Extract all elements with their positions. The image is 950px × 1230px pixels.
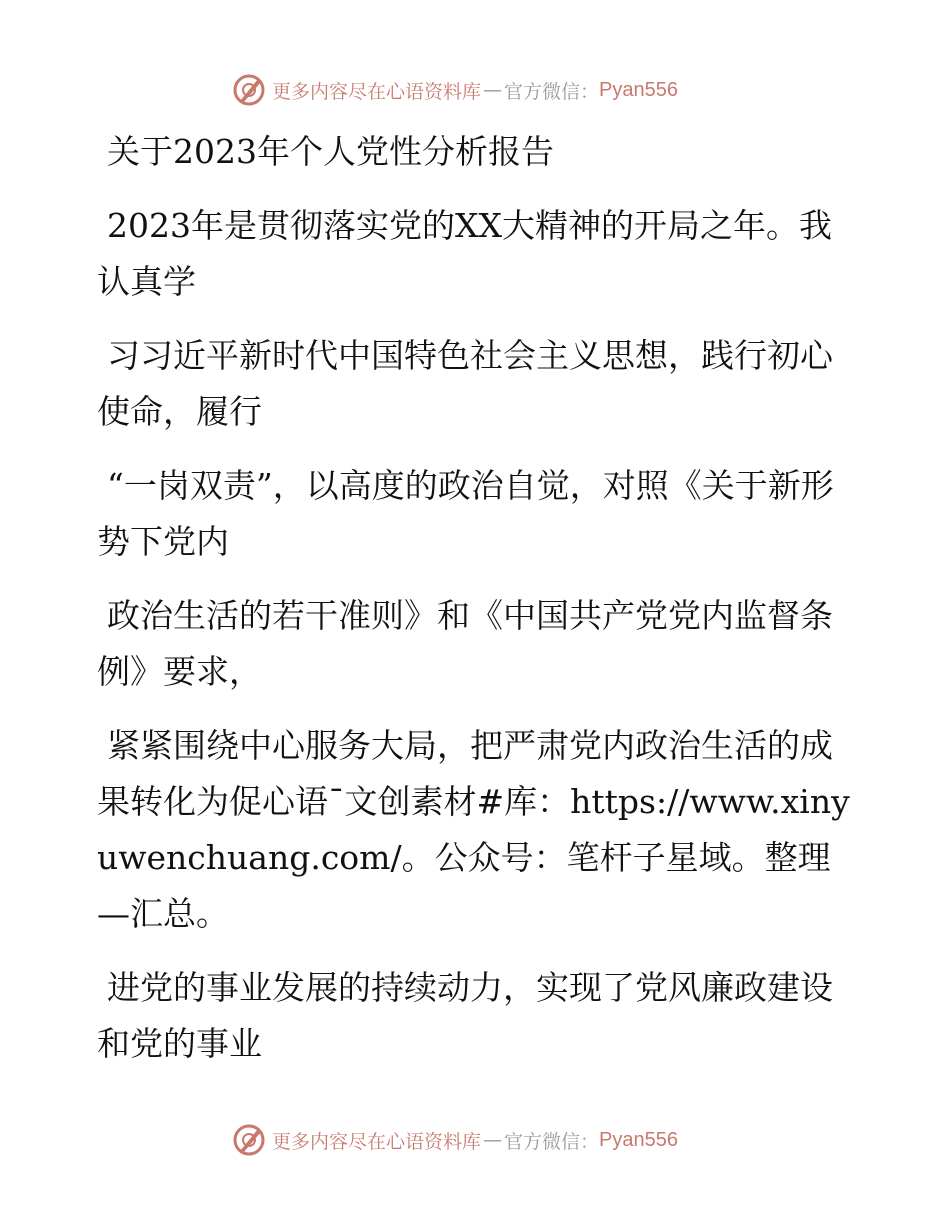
banner-promo-text: 更多内容尽在心语资料库 [272,1130,482,1153]
banner-wechat-label: 官方微信： [504,1130,600,1153]
paragraph-5: 紧紧围绕中心服务大局，把严肃党内政治生活的成果转化为促心语¯文创素材#库：https://www.xinyuwenchuang.com/。公众号：笔杆子星域。整理—汇总。 [97,726,850,933]
paragraph-1: 2023年是贯彻落实党的XX大精神的开局之年。我认真学 [97,206,832,301]
paragraph-6: 进党的事业发展的持续动力，实现了党风廉政建设和党的事业 [97,968,833,1063]
document-body [97,124,857,1072]
banner-separator: — [483,1129,503,1151]
banner-wechat-id: Pyan556 [599,1128,678,1151]
footer-banner [232,1120,678,1160]
banner-wechat-id: Pyan556 [599,78,678,101]
paragraph-2: 习习近平新时代中国特色社会主义思想，践行初心使命，履行 [97,336,833,431]
paragraph-4: 政治生活的若干准则》和《中国共产党党内监督条例》要求， [97,596,833,691]
quill-logo-icon [232,1123,266,1157]
banner-promo-text: 更多内容尽在心语资料库 [272,80,482,103]
paragraph-3: “一岗双责”，以高度的政治自觉，对照《关于新形势下党内 [97,466,834,561]
banner-wechat-label: 官方微信： [504,80,600,103]
header-banner [232,70,678,110]
banner-separator: — [483,79,503,101]
document-title: 关于2023年个人党性分析报告 [107,132,554,171]
quill-logo-icon [232,73,266,107]
